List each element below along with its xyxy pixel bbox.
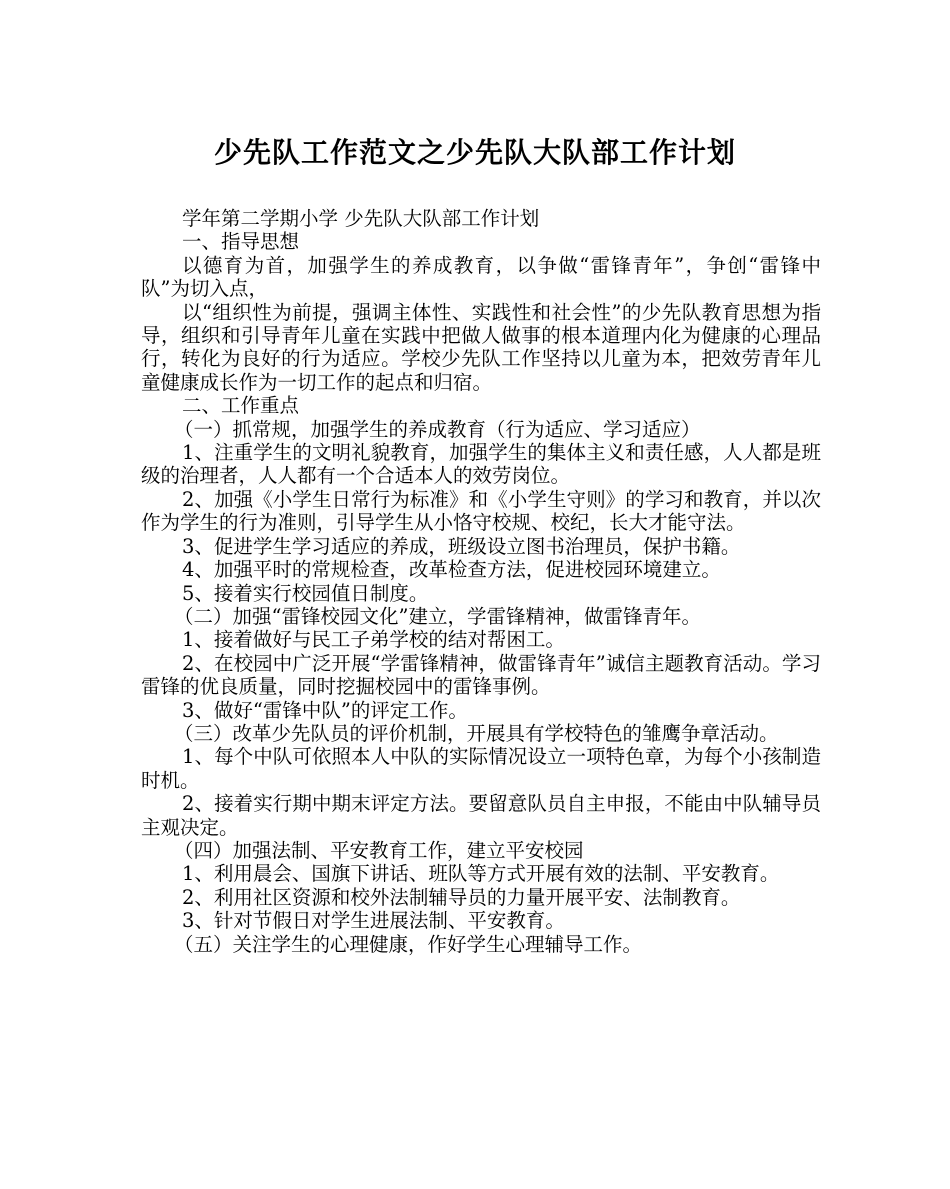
subsection-heading-5: （五）关注学生的心理健康，作好学生心理辅导工作。	[174, 932, 643, 956]
subsection-heading-1: （一）抓常规，加强学生的养成教育（行为适应、学习适应）	[174, 417, 701, 441]
section-heading-guiding-thought: 一、指导思想	[182, 230, 300, 254]
list-item: 1、注重学生的文明礼貌教育，加强学生的集体主义和责任感，人人都是班级的治理者，人人都有一个合适本人的效劳岗位。	[141, 441, 821, 488]
subsection-heading-2: （二）加强“雷锋校园文化”建立，学雷锋精神，做雷锋青年。	[174, 604, 701, 628]
section-heading-work-focus: 二、工作重点	[182, 394, 300, 418]
list-item: 3、针对节假日对学生进展法制、平安教育。	[182, 909, 565, 933]
list-item: 1、接着做好与民工子弟学校的结对帮困工。	[182, 628, 565, 652]
document-body	[141, 207, 821, 956]
paragraph: 以“组织性为前提，强调主体性、实践性和社会性”的少先队教育思想为指导，组织和引导青年儿童在实践中把做人做事的根本道理内化为健康的心理品行，转化为良好的行为适应。学校少先队工作坚持以儿童为本，把效劳青年儿童健康成长作为一切工作的起点和归宿。	[141, 300, 821, 394]
document-title: 少先队工作范文之少先队大队部工作计划	[213, 136, 736, 169]
list-item: 4、加强平时的常规检查，改革检查方法，促进校园环境建立。	[182, 558, 721, 582]
list-item: 2、加强《小学生日常行为标准》和《小学生守则》的学习和教育，并以次作为学生的行为准则，引导学生从小恪守校规、校纪，长大才能守法。	[141, 487, 821, 535]
list-item: 3、促进学生学习适应的养成，班级设立图书治理员，保护书籍。	[182, 534, 741, 558]
list-item: 2、在校园中广泛开展“学雷锋精神，做雷锋青年”诚信主题教育活动。学习雷锋的优良质量，同时挖掘校园中的雷锋事例。	[141, 651, 821, 699]
list-item: 2、接着实行期中期末评定方法。要留意队员自主申报，不能由中队辅导员主观决定。	[141, 792, 821, 839]
list-item: 1、每个中队可依照本人中队的实际情况设立一项特色章，为每个小孩制造时机。	[141, 745, 821, 792]
list-item: 3、做好“雷锋中队”的评定工作。	[182, 698, 468, 722]
list-item: 2、利用社区资源和校外法制辅导员的力量开展平安、法制教育。	[182, 885, 741, 909]
plan-subtitle: 学年第二学期小学 少先队大队部工作计划	[182, 207, 540, 230]
subsection-heading-4: （四）加强法制、平安教育工作，建立平安校园	[174, 838, 584, 862]
list-item: 1、利用晨会、国旗下讲话、班队等方式开展有效的法制、平安教育。	[182, 862, 780, 886]
subsection-heading-3: （三）改革少先队员的评价机制，开展具有学校特色的雏鹰争章活动。	[174, 721, 779, 745]
list-item: 5、接着实行校园值日制度。	[182, 581, 429, 605]
paragraph: 以德育为首，加强学生的养成教育，以争做“雷锋青年”，争创“雷锋中队”为切入点，	[141, 253, 821, 301]
